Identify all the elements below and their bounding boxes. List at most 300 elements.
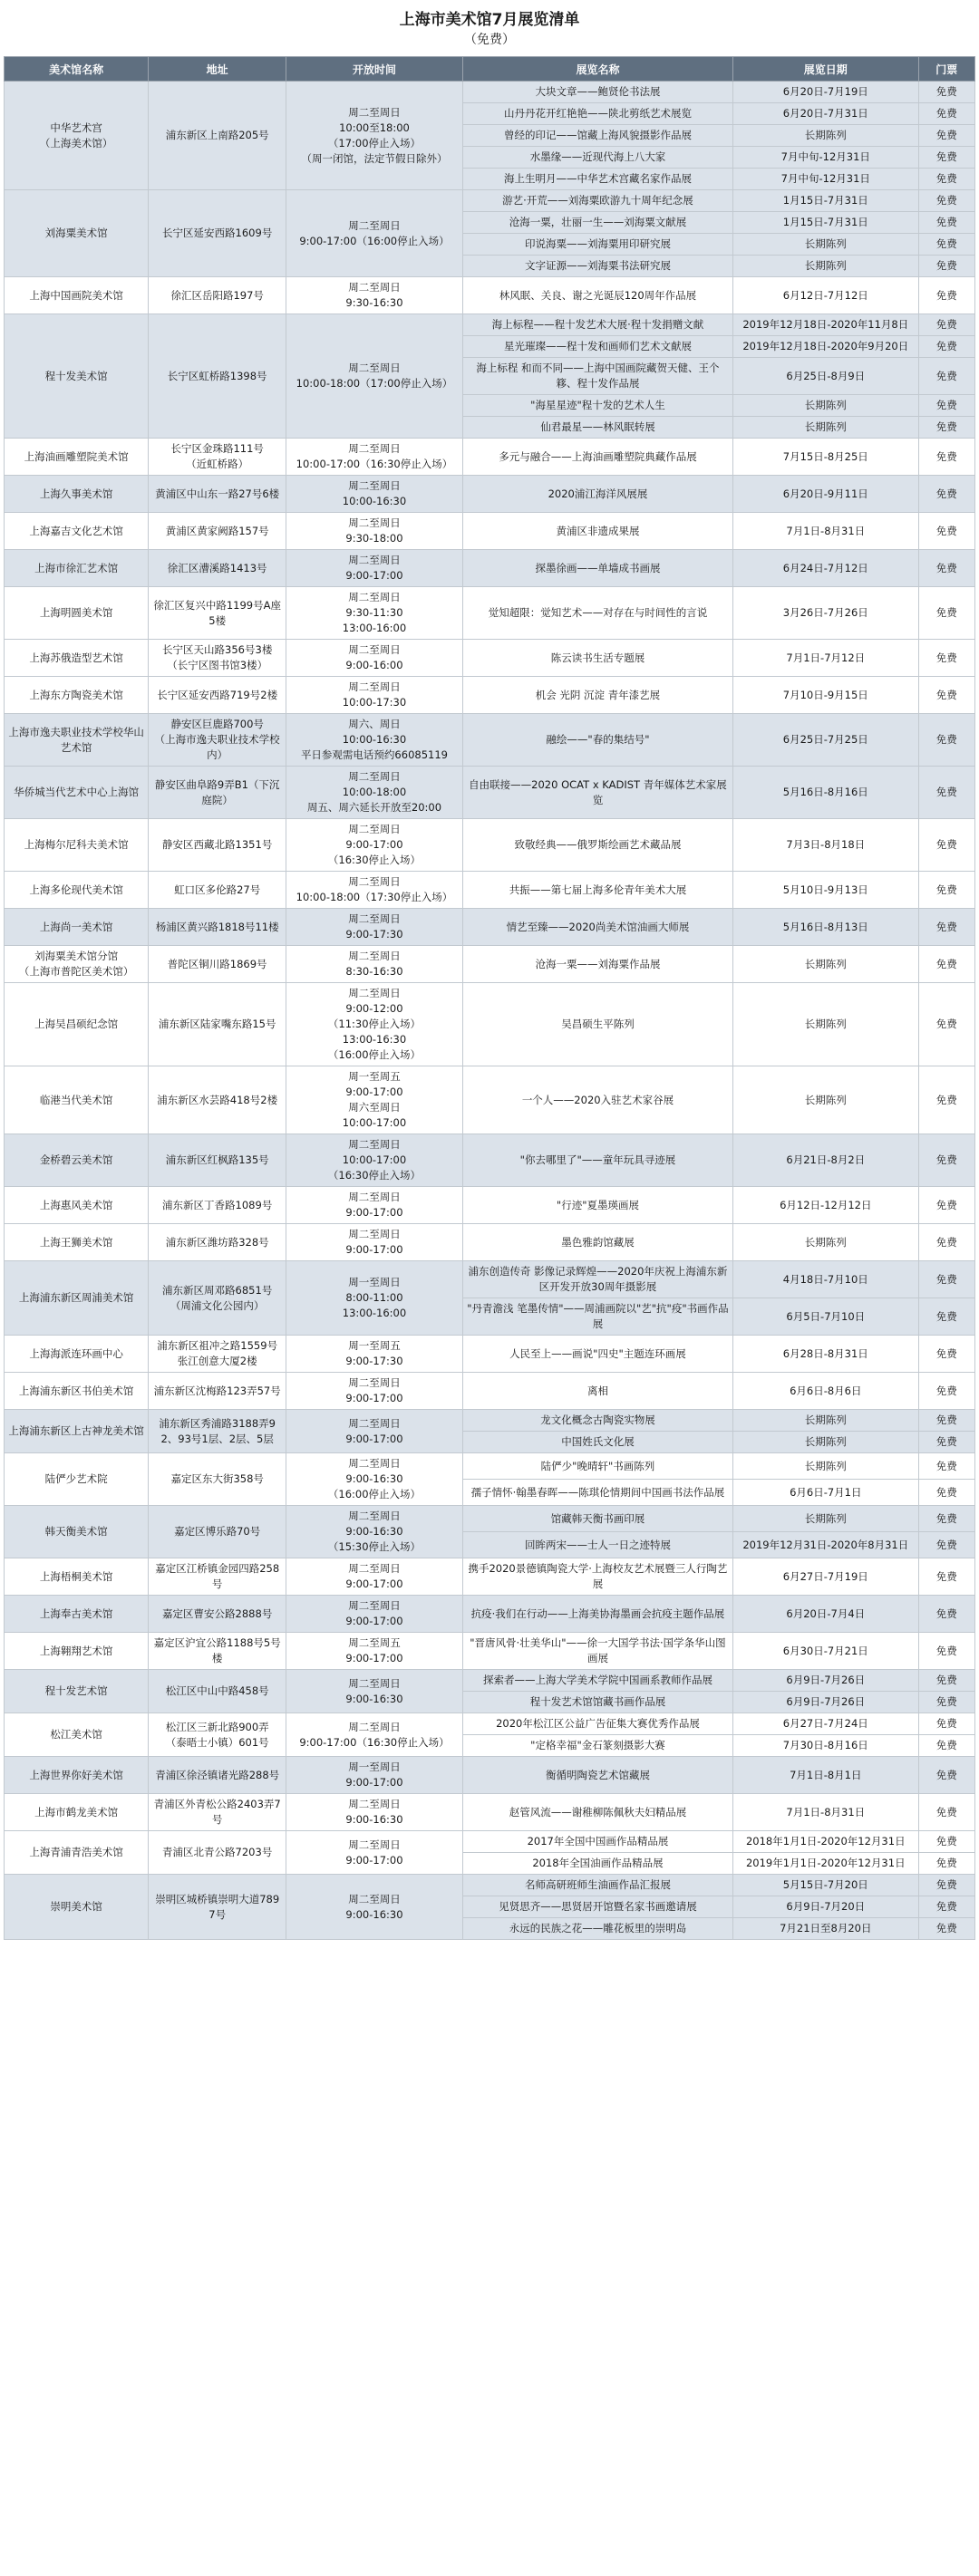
ticket-fee-cell: 免费: [918, 1336, 974, 1373]
exhibition-date-cell: 6月30日-7月21日: [733, 1633, 919, 1670]
venue-name-cell: 上海世界你好美术馆: [5, 1757, 149, 1794]
ticket-fee-cell: 免费: [918, 1853, 974, 1875]
ticket-fee-cell: 免费: [918, 513, 974, 550]
table-row: [5, 1261, 975, 1298]
venue-hours-cell: 周二至周日 10:00-17:00（16:30停止入场）: [286, 439, 463, 476]
exhibition-date-cell: 6月6日-7月1日: [733, 1480, 919, 1506]
venue-name-cell: 上海中国画院美术馆: [5, 277, 149, 314]
venue-address-cell: 黄浦区中山东一路27号6楼: [149, 476, 286, 513]
exhibition-title-cell: 水墨缘——近现代海上八大家: [462, 147, 732, 169]
venue-hours-cell: 周二至周日 9:00-17:00（16:00停止入场）: [286, 190, 463, 277]
exhibition-date-cell: 2019年12月31日-2020年8月31日: [733, 1532, 919, 1558]
venue-hours-cell: 周一至周五 9:00-17:30: [286, 1336, 463, 1373]
ticket-fee-cell: 免费: [918, 125, 974, 147]
ticket-fee-cell: 免费: [918, 1896, 974, 1918]
table-row: [5, 314, 975, 336]
exhibition-date-cell: 2018年1月1日-2020年12月31日: [733, 1831, 919, 1853]
venue-name-cell: 上海梅尔尼科夫美术馆: [5, 819, 149, 872]
exhibition-date-cell: 7月1日-8月1日: [733, 1757, 919, 1794]
exhibition-date-cell: 6月12日-7月12日: [733, 277, 919, 314]
ticket-fee-cell: 免费: [918, 439, 974, 476]
exhibition-title-cell: 自由联接——2020 OCAT x KADIST 青年媒体艺术家展览: [462, 767, 732, 819]
exhibition-title-cell: 龙文化概念古陶瓷实物展: [462, 1410, 732, 1432]
venue-address-cell: 长宁区天山路356号3楼 （长宁区图书馆3楼）: [149, 640, 286, 677]
venue-address-cell: 静安区曲阜路9弄B1（下沉庭院）: [149, 767, 286, 819]
venue-address-cell: 崇明区城桥镇崇明大道7897号: [149, 1875, 286, 1940]
venue-name-cell: 上海梧桐美术馆: [5, 1558, 149, 1596]
table-row: [5, 767, 975, 819]
venue-hours-cell: 周二至周日 9:00-17:00 （16:30停止入场）: [286, 819, 463, 872]
ticket-fee-cell: 免费: [918, 256, 974, 277]
ticket-fee-cell: 免费: [918, 1480, 974, 1506]
table-row: [5, 82, 975, 103]
venue-address-cell: 浦东新区秀浦路3188弄92、93号1层、2层、5层: [149, 1410, 286, 1453]
ticket-fee-cell: 免费: [918, 358, 974, 395]
ticket-fee-cell: 免费: [918, 1633, 974, 1670]
venue-hours-cell: 周二至周日 8:30-16:30: [286, 946, 463, 983]
venue-address-cell: 青浦区徐泾镇诸光路288号: [149, 1757, 286, 1794]
ticket-fee-cell: 免费: [918, 1918, 974, 1940]
ticket-fee-cell: 免费: [918, 1453, 974, 1480]
table-row: [5, 819, 975, 872]
table-row: [5, 1875, 975, 1896]
exhibition-title-cell: 2017年全国中国画作品精品展: [462, 1831, 732, 1853]
exhibition-title-cell: 星光璀璨——程十发和画师们艺术文献展: [462, 336, 732, 358]
venue-hours-cell: 周二至周日 10:00至18:00 （17:00停止入场） （周一闭馆，法定节假日除外）: [286, 82, 463, 190]
venue-name-cell: 上海久事美术馆: [5, 476, 149, 513]
venue-address-cell: 黄浦区黄家阙路157号: [149, 513, 286, 550]
venue-name-cell: 崇明美术馆: [5, 1875, 149, 1940]
table-row: [5, 190, 975, 212]
exhibition-date-cell: 6月28日-8月31日: [733, 1336, 919, 1373]
exhibition-date-cell: 7月1日-8月31日: [733, 1794, 919, 1831]
table-row: [5, 1410, 975, 1432]
exhibition-title-cell: "行迹"夏墨瑛画展: [462, 1187, 732, 1224]
venue-hours-cell: 周二至周日 9:00-17:00: [286, 1410, 463, 1453]
exhibition-date-cell: 6月9日-7月26日: [733, 1670, 919, 1692]
exhibition-date-cell: 长期陈列: [733, 1410, 919, 1432]
exhibition-date-cell: 6月5日-7月10日: [733, 1298, 919, 1336]
exhibition-title-cell: 墨色雅韵馆藏展: [462, 1224, 732, 1261]
exhibition-date-cell: 2019年12月18日-2020年9月20日: [733, 336, 919, 358]
venue-name-cell: 陆俨少艺术院: [5, 1453, 149, 1506]
venue-name-cell: 上海浦东新区书伯美术馆: [5, 1373, 149, 1410]
ticket-fee-cell: 免费: [918, 1670, 974, 1692]
venue-name-cell: 上海惠风美术馆: [5, 1187, 149, 1224]
column-header-hours: 开放时间: [286, 57, 463, 82]
ticket-fee-cell: 免费: [918, 1757, 974, 1794]
ticket-fee-cell: 免费: [918, 1532, 974, 1558]
venue-address-cell: 普陀区铜川路1869号: [149, 946, 286, 983]
exhibition-title-cell: "晋唐风骨·壮美华山"——徐一大国学书法·国学条华山图画展: [462, 1633, 732, 1670]
exhibition-title-cell: 沧海一粟，壮丽一生——刘海粟文献展: [462, 212, 732, 234]
ticket-fee-cell: 免费: [918, 234, 974, 256]
table-row: [5, 1224, 975, 1261]
exhibition-title-cell: 沧海一粟——刘海粟作品展: [462, 946, 732, 983]
exhibition-title-cell: 多元与融合——上海油画雕塑院典藏作品展: [462, 439, 732, 476]
ticket-fee-cell: 免费: [918, 1410, 974, 1432]
table-row: [5, 439, 975, 476]
venue-address-cell: 浦东新区周邓路6851号 （周浦文化公园内）: [149, 1261, 286, 1336]
venue-hours-cell: 周二至周五 9:00-17:00: [286, 1633, 463, 1670]
venue-name-cell: 松江美术馆: [5, 1713, 149, 1757]
venue-hours-cell: 周二至周日 9:00-17:00: [286, 1558, 463, 1596]
venue-address-cell: 长宁区延安西路1609号: [149, 190, 286, 277]
ticket-fee-cell: 免费: [918, 169, 974, 190]
ticket-fee-cell: 免费: [918, 82, 974, 103]
venue-address-cell: 青浦区北青公路7203号: [149, 1831, 286, 1875]
venue-address-cell: 浦东新区潍坊路328号: [149, 1224, 286, 1261]
ticket-fee-cell: 免费: [918, 147, 974, 169]
exhibition-title-cell: 大块文章——鲍贤伦书法展: [462, 82, 732, 103]
table-row: [5, 677, 975, 714]
ticket-fee-cell: 免费: [918, 1224, 974, 1261]
exhibition-title-cell: 海上生明月——中华艺术宫藏名家作品展: [462, 169, 732, 190]
venue-address-cell: 长宁区虹桥路1398号: [149, 314, 286, 439]
ticket-fee-cell: 免费: [918, 1187, 974, 1224]
exhibition-title-cell: 林风眠、关良、谢之光诞辰120周年作品展: [462, 277, 732, 314]
exhibition-title-cell: 永远的民族之花——雕花板里的崇明岛: [462, 1918, 732, 1940]
ticket-fee-cell: 免费: [918, 1373, 974, 1410]
venue-name-cell: 上海苏俄造型艺术馆: [5, 640, 149, 677]
venue-hours-cell: 周二至周日 9:00-17:00: [286, 1187, 463, 1224]
exhibition-date-cell: 6月12日-12月12日: [733, 1187, 919, 1224]
exhibition-title-cell: 2018年全国油画作品精品展: [462, 1853, 732, 1875]
table-row: [5, 1757, 975, 1794]
venue-address-cell: 浦东新区沈梅路123弄57号: [149, 1373, 286, 1410]
venue-hours-cell: 周二至周日 9:00-17:00: [286, 550, 463, 587]
page-title: 上海市美术馆7月展览清单: [399, 11, 580, 29]
exhibition-date-cell: 5月10日-9月13日: [733, 872, 919, 909]
venue-address-cell: 静安区巨鹿路700号 （上海市逸夫职业技术学校内）: [149, 714, 286, 767]
exhibition-title-cell: 海上标程——程十发艺术大展·程十发捐赠文献: [462, 314, 732, 336]
venue-name-cell: 刘海粟美术馆: [5, 190, 149, 277]
exhibition-date-cell: 长期陈列: [733, 256, 919, 277]
ticket-fee-cell: 免费: [918, 1134, 974, 1187]
exhibition-date-cell: 6月20日-7月31日: [733, 103, 919, 125]
exhibition-date-cell: 6月25日-8月9日: [733, 358, 919, 395]
table-row: [5, 714, 975, 767]
exhibition-title-cell: 曾经的印记——馆藏上海风貌摄影作品展: [462, 125, 732, 147]
venue-hours-cell: 周二至周日 9:00-16:00: [286, 640, 463, 677]
ticket-fee-cell: 免费: [918, 395, 974, 417]
ticket-fee-cell: 免费: [918, 1875, 974, 1896]
table-row: [5, 1187, 975, 1224]
venue-hours-cell: 周二至周日 9:00-17:00: [286, 1373, 463, 1410]
ticket-fee-cell: 免费: [918, 550, 974, 587]
venue-address-cell: 徐汇区漕溪路1413号: [149, 550, 286, 587]
venue-name-cell: 韩天衡美术馆: [5, 1506, 149, 1558]
exhibition-title-cell: "你去哪里了"——童年玩具寻迹展: [462, 1134, 732, 1187]
venue-address-cell: 徐汇区复兴中路1199号A座5楼: [149, 587, 286, 640]
exhibition-date-cell: 6月24日-7月12日: [733, 550, 919, 587]
venue-name-cell: 上海市鹤龙美术馆: [5, 1794, 149, 1831]
exhibition-date-cell: 2019年12月18日-2020年11月8日: [733, 314, 919, 336]
venue-hours-cell: 周一至周日 9:00-17:00: [286, 1757, 463, 1794]
exhibition-title-cell: 抗疫·我们在行动——上海美协海墨画会抗疫主题作品展: [462, 1596, 732, 1633]
venue-hours-cell: 周六、周日 10:00-16:30 平日参观需电话预约66085119: [286, 714, 463, 767]
venue-name-cell: 上海嘉吉文化艺术馆: [5, 513, 149, 550]
exhibition-date-cell: 7月21日至8月20日: [733, 1918, 919, 1940]
table-header-row: [5, 57, 975, 82]
venue-name-cell: 临港当代美术馆: [5, 1066, 149, 1134]
exhibition-title-cell: 馆藏韩天衡书画印展: [462, 1506, 732, 1532]
ticket-fee-cell: 免费: [918, 1432, 974, 1453]
venue-hours-cell: 周二至周日 10:00-18:00 周五、周六延长开放至20:00: [286, 767, 463, 819]
venue-hours-cell: 周二至周日 10:00-18:00（17:00停止入场）: [286, 314, 463, 439]
exhibition-title-cell: 海上标程 和而不同——上海中国画院藏贺天健、王个簃、程十发作品展: [462, 358, 732, 395]
exhibition-title-cell: 印说海粟——刘海粟用印研究展: [462, 234, 732, 256]
table-row: [5, 476, 975, 513]
venue-name-cell: 上海油画雕塑院美术馆: [5, 439, 149, 476]
table-row: [5, 1066, 975, 1134]
column-header-date: 展览日期: [733, 57, 919, 82]
column-header-address: 地址: [149, 57, 286, 82]
exhibition-date-cell: 5月16日-8月16日: [733, 767, 919, 819]
ticket-fee-cell: 免费: [918, 314, 974, 336]
exhibition-title-cell: 游艺·开荒——刘海粟欧游九十周年纪念展: [462, 190, 732, 212]
venue-name-cell: 上海浦东新区周浦美术馆: [5, 1261, 149, 1336]
exhibition-title-cell: 名师高研班师生油画作品汇报展: [462, 1875, 732, 1896]
venue-name-cell: 上海多伦现代美术馆: [5, 872, 149, 909]
exhibition-title-cell: 文字证源——刘海粟书法研究展: [462, 256, 732, 277]
venue-hours-cell: 周二至周日 9:00-16:30: [286, 1794, 463, 1831]
ticket-fee-cell: 免费: [918, 1713, 974, 1735]
venue-address-cell: 松江区中山中路458号: [149, 1670, 286, 1713]
exhibition-title-cell: 程十发艺术馆馆藏书画作品展: [462, 1692, 732, 1713]
exhibition-date-cell: 7月15日-8月25日: [733, 439, 919, 476]
exhibition-date-cell: 3月26日-7月26日: [733, 587, 919, 640]
venue-name-cell: 华侨城当代艺术中心上海馆: [5, 767, 149, 819]
ticket-fee-cell: 免费: [918, 946, 974, 983]
table-row: [5, 1506, 975, 1532]
ticket-fee-cell: 免费: [918, 1298, 974, 1336]
table-row: [5, 909, 975, 946]
ticket-fee-cell: 免费: [918, 1261, 974, 1298]
exhibition-date-cell: 6月20日-7月19日: [733, 82, 919, 103]
exhibition-date-cell: 长期陈列: [733, 1066, 919, 1134]
venue-address-cell: 长宁区金珠路111号 （近虹桥路）: [149, 439, 286, 476]
ticket-fee-cell: 免费: [918, 1794, 974, 1831]
venue-address-cell: 浦东新区红枫路135号: [149, 1134, 286, 1187]
ticket-fee-cell: 免费: [918, 640, 974, 677]
venue-hours-cell: 周二至周日 9:00-17:30: [286, 909, 463, 946]
exhibition-title-cell: 情艺至臻——2020尚美术馆油画大师展: [462, 909, 732, 946]
exhibition-title-cell: 探墨徐画——单墙成书画展: [462, 550, 732, 587]
ticket-fee-cell: 免费: [918, 1692, 974, 1713]
venue-hours-cell: 周二至周日 9:00-17:00（16:30停止入场）: [286, 1713, 463, 1757]
ticket-fee-cell: 免费: [918, 277, 974, 314]
venue-address-cell: 虹口区多伦路27号: [149, 872, 286, 909]
exhibition-title-cell: 机会 光阴 沉淀 青年漆艺展: [462, 677, 732, 714]
exhibition-title-cell: 共振——第七届上海多伦青年美术大展: [462, 872, 732, 909]
table-row: [5, 1373, 975, 1410]
exhibition-title-cell: 携手2020景德镇陶瓷大学·上海校友艺术展暨三人行陶艺展: [462, 1558, 732, 1596]
venue-hours-cell: 周二至周日 9:00-16:30 （16:00停止入场）: [286, 1453, 463, 1506]
exhibition-title-cell: 黄浦区非遗成果展: [462, 513, 732, 550]
table-row: [5, 1134, 975, 1187]
table-row: [5, 277, 975, 314]
exhibition-date-cell: 1月15日-7月31日: [733, 190, 919, 212]
ticket-fee-cell: 免费: [918, 767, 974, 819]
exhibition-title-cell: 一个人——2020入驻艺术家谷展: [462, 1066, 732, 1134]
exhibition-date-cell: 7月1日-8月31日: [733, 513, 919, 550]
table-row: [5, 640, 975, 677]
ticket-fee-cell: 免费: [918, 677, 974, 714]
venue-name-cell: 上海市逸夫职业技术学校华山艺术馆: [5, 714, 149, 767]
exhibition-title-cell: 山丹丹花开红艳艳——陕北剪纸艺术展览: [462, 103, 732, 125]
ticket-fee-cell: 免费: [918, 1558, 974, 1596]
exhibition-date-cell: 长期陈列: [733, 234, 919, 256]
table-row: [5, 1713, 975, 1735]
venue-name-cell: 上海明圆美术馆: [5, 587, 149, 640]
exhibition-date-cell: 6月9日-7月20日: [733, 1896, 919, 1918]
exhibition-date-cell: 7月中旬-12月31日: [733, 169, 919, 190]
venue-address-cell: 青浦区外青松公路2403弄7号: [149, 1794, 286, 1831]
column-header-venue: 美术馆名称: [5, 57, 149, 82]
ticket-fee-cell: 免费: [918, 714, 974, 767]
ticket-fee-cell: 免费: [918, 1066, 974, 1134]
ticket-fee-cell: 免费: [918, 819, 974, 872]
venue-address-cell: 浦东新区上南路205号: [149, 82, 286, 190]
exhibition-date-cell: 6月20日-7月4日: [733, 1596, 919, 1633]
venue-hours-cell: 周二至周日 9:30-11:30 13:00-16:00: [286, 587, 463, 640]
exhibition-title-cell: "海星星迹"程十发的艺术人生: [462, 395, 732, 417]
exhibition-title-cell: 觉知超限：觉知艺术——对存在与时间性的言说: [462, 587, 732, 640]
ticket-fee-cell: 免费: [918, 1596, 974, 1633]
exhibition-title-cell: 2020浦江海洋风展展: [462, 476, 732, 513]
venue-hours-cell: 周二至周日 9:30-16:30: [286, 277, 463, 314]
ticket-fee-cell: 免费: [918, 417, 974, 439]
exhibition-date-cell: 6月9日-7月26日: [733, 1692, 919, 1713]
venue-address-cell: 长宁区延安西路719号2楼: [149, 677, 286, 714]
exhibition-date-cell: 长期陈列: [733, 1224, 919, 1261]
table-row: [5, 1670, 975, 1692]
table-row: [5, 1633, 975, 1670]
exhibition-title-cell: 人民至上——画说"四史"主题连环画展: [462, 1336, 732, 1373]
exhibition-date-cell: 6月20日-9月11日: [733, 476, 919, 513]
exhibition-date-cell: 6月27日-7月24日: [733, 1713, 919, 1735]
table-row: [5, 550, 975, 587]
table-body: [5, 82, 975, 1940]
exhibition-date-cell: 4月18日-7月10日: [733, 1261, 919, 1298]
ticket-fee-cell: 免费: [918, 103, 974, 125]
title-block: [0, 5, 979, 56]
exhibition-date-cell: 6月27日-7月19日: [733, 1558, 919, 1596]
exhibition-date-cell: 7月10日-9月15日: [733, 677, 919, 714]
exhibition-title-cell: 融绘——"春的集结号": [462, 714, 732, 767]
ticket-fee-cell: 免费: [918, 1735, 974, 1757]
venue-hours-cell: 周二至周日 9:00-16:30 （15:30停止入场）: [286, 1506, 463, 1558]
exhibition-title-cell: "定格幸福"金石篆刻摄影大赛: [462, 1735, 732, 1757]
venue-hours-cell: 周二至周日 10:00-17:30: [286, 677, 463, 714]
ticket-fee-cell: 免费: [918, 587, 974, 640]
table-row: [5, 1831, 975, 1853]
venue-address-cell: 嘉定区沪宜公路1188号5号楼: [149, 1633, 286, 1670]
exhibition-title-cell: 见贤思齐——思贤居开馆暨名家书画邀请展: [462, 1896, 732, 1918]
venue-name-cell: 程十发艺术馆: [5, 1670, 149, 1713]
venue-address-cell: 浦东新区丁香路1089号: [149, 1187, 286, 1224]
exhibition-date-cell: 长期陈列: [733, 1453, 919, 1480]
venue-address-cell: 徐汇区岳阳路197号: [149, 277, 286, 314]
venue-address-cell: 嘉定区江桥镇金园四路258号: [149, 1558, 286, 1596]
exhibition-date-cell: 长期陈列: [733, 946, 919, 983]
page-subtitle: （免费）: [464, 33, 515, 47]
exhibition-table: [4, 56, 975, 1940]
exhibition-title-cell: 仙君最星——林风眠转展: [462, 417, 732, 439]
table-row: [5, 1558, 975, 1596]
venue-hours-cell: 周二至周日 9:30-18:00: [286, 513, 463, 550]
exhibition-date-cell: 7月1日-7月12日: [733, 640, 919, 677]
exhibition-date-cell: 1月15日-7月31日: [733, 212, 919, 234]
exhibition-title-cell: 致敬经典——俄罗斯绘画艺术藏品展: [462, 819, 732, 872]
exhibition-date-cell: 7月3日-8月18日: [733, 819, 919, 872]
exhibition-title-cell: 浦东创造传奇 影像记录辉煌——2020年庆祝上海浦东新区开发开放30周年摄影展: [462, 1261, 732, 1298]
exhibition-date-cell: 5月16日-8月13日: [733, 909, 919, 946]
venue-name-cell: 刘海粟美术馆分馆 （上海市普陀区美术馆）: [5, 946, 149, 983]
table-row: [5, 872, 975, 909]
venue-hours-cell: 周二至周日 9:00-17:00: [286, 1831, 463, 1875]
venue-address-cell: 静安区西藏北路1351号: [149, 819, 286, 872]
table-row: [5, 1336, 975, 1373]
table-row: [5, 1596, 975, 1633]
exhibition-title-cell: 吴昌硕生平陈列: [462, 983, 732, 1066]
ticket-fee-cell: 免费: [918, 190, 974, 212]
exhibition-title-cell: 陈云读书生活专题展: [462, 640, 732, 677]
column-header-exhibition: 展览名称: [462, 57, 732, 82]
venue-hours-cell: 周二至周日 10:00-16:30: [286, 476, 463, 513]
venue-hours-cell: 周二至周日 10:00-18:00（17:30停止入场）: [286, 872, 463, 909]
venue-address-cell: 杨浦区黄兴路1818号11楼: [149, 909, 286, 946]
exhibition-title-cell: 2020年松江区公益广告征集大赛优秀作品展: [462, 1713, 732, 1735]
exhibition-title-cell: 衡循明陶瓷艺术馆藏展: [462, 1757, 732, 1794]
exhibition-date-cell: 长期陈列: [733, 983, 919, 1066]
table-row: [5, 1794, 975, 1831]
venue-name-cell: 上海浦东新区上古神龙美术馆: [5, 1410, 149, 1453]
venue-name-cell: 上海海派连环画中心: [5, 1336, 149, 1373]
venue-address-cell: 浦东新区祖冲之路1559号张江创意大厦2楼: [149, 1336, 286, 1373]
exhibition-date-cell: 长期陈列: [733, 125, 919, 147]
venue-name-cell: 上海王狮美术馆: [5, 1224, 149, 1261]
exhibition-title-cell: 离相: [462, 1373, 732, 1410]
venue-name-cell: 上海尚一美术馆: [5, 909, 149, 946]
exhibition-date-cell: 6月25日-7月25日: [733, 714, 919, 767]
venue-name-cell: 上海翱翔艺术馆: [5, 1633, 149, 1670]
venue-hours-cell: 周二至周日 9:00-16:30: [286, 1670, 463, 1713]
venue-name-cell: 上海奉古美术馆: [5, 1596, 149, 1633]
venue-address-cell: 嘉定区曹安公路2888号: [149, 1596, 286, 1633]
venue-hours-cell: 周一至周日 8:00-11:00 13:00-16:00: [286, 1261, 463, 1336]
exhibition-date-cell: 7月30日-8月16日: [733, 1735, 919, 1757]
venue-hours-cell: 周二至周日 9:00-12:00 （11:30停止入场） 13:00-16:30 （16:00停止入场）: [286, 983, 463, 1066]
venue-address-cell: 松江区三新北路900弄 （泰晤士小镇）601号: [149, 1713, 286, 1757]
exhibition-date-cell: 5月15日-7月20日: [733, 1875, 919, 1896]
table-row: [5, 513, 975, 550]
exhibition-date-cell: 长期陈列: [733, 417, 919, 439]
exhibition-date-cell: 6月6日-8月6日: [733, 1373, 919, 1410]
venue-name-cell: 上海东方陶瓷美术馆: [5, 677, 149, 714]
venue-name-cell: 程十发美术馆: [5, 314, 149, 439]
ticket-fee-cell: 免费: [918, 476, 974, 513]
table-row: [5, 1453, 975, 1480]
exhibition-date-cell: 6月21日-8月2日: [733, 1134, 919, 1187]
venue-hours-cell: 周二至周日 10:00-17:00 （16:30停止入场）: [286, 1134, 463, 1187]
ticket-fee-cell: 免费: [918, 983, 974, 1066]
exhibition-date-cell: 2019年1月1日-2020年12月31日: [733, 1853, 919, 1875]
exhibition-title-cell: "丹青澹浅 笔墨传情"——周浦画院以"艺"抗"疫"书画作品展: [462, 1298, 732, 1336]
column-header-ticket: 门票: [918, 57, 974, 82]
ticket-fee-cell: 免费: [918, 336, 974, 358]
